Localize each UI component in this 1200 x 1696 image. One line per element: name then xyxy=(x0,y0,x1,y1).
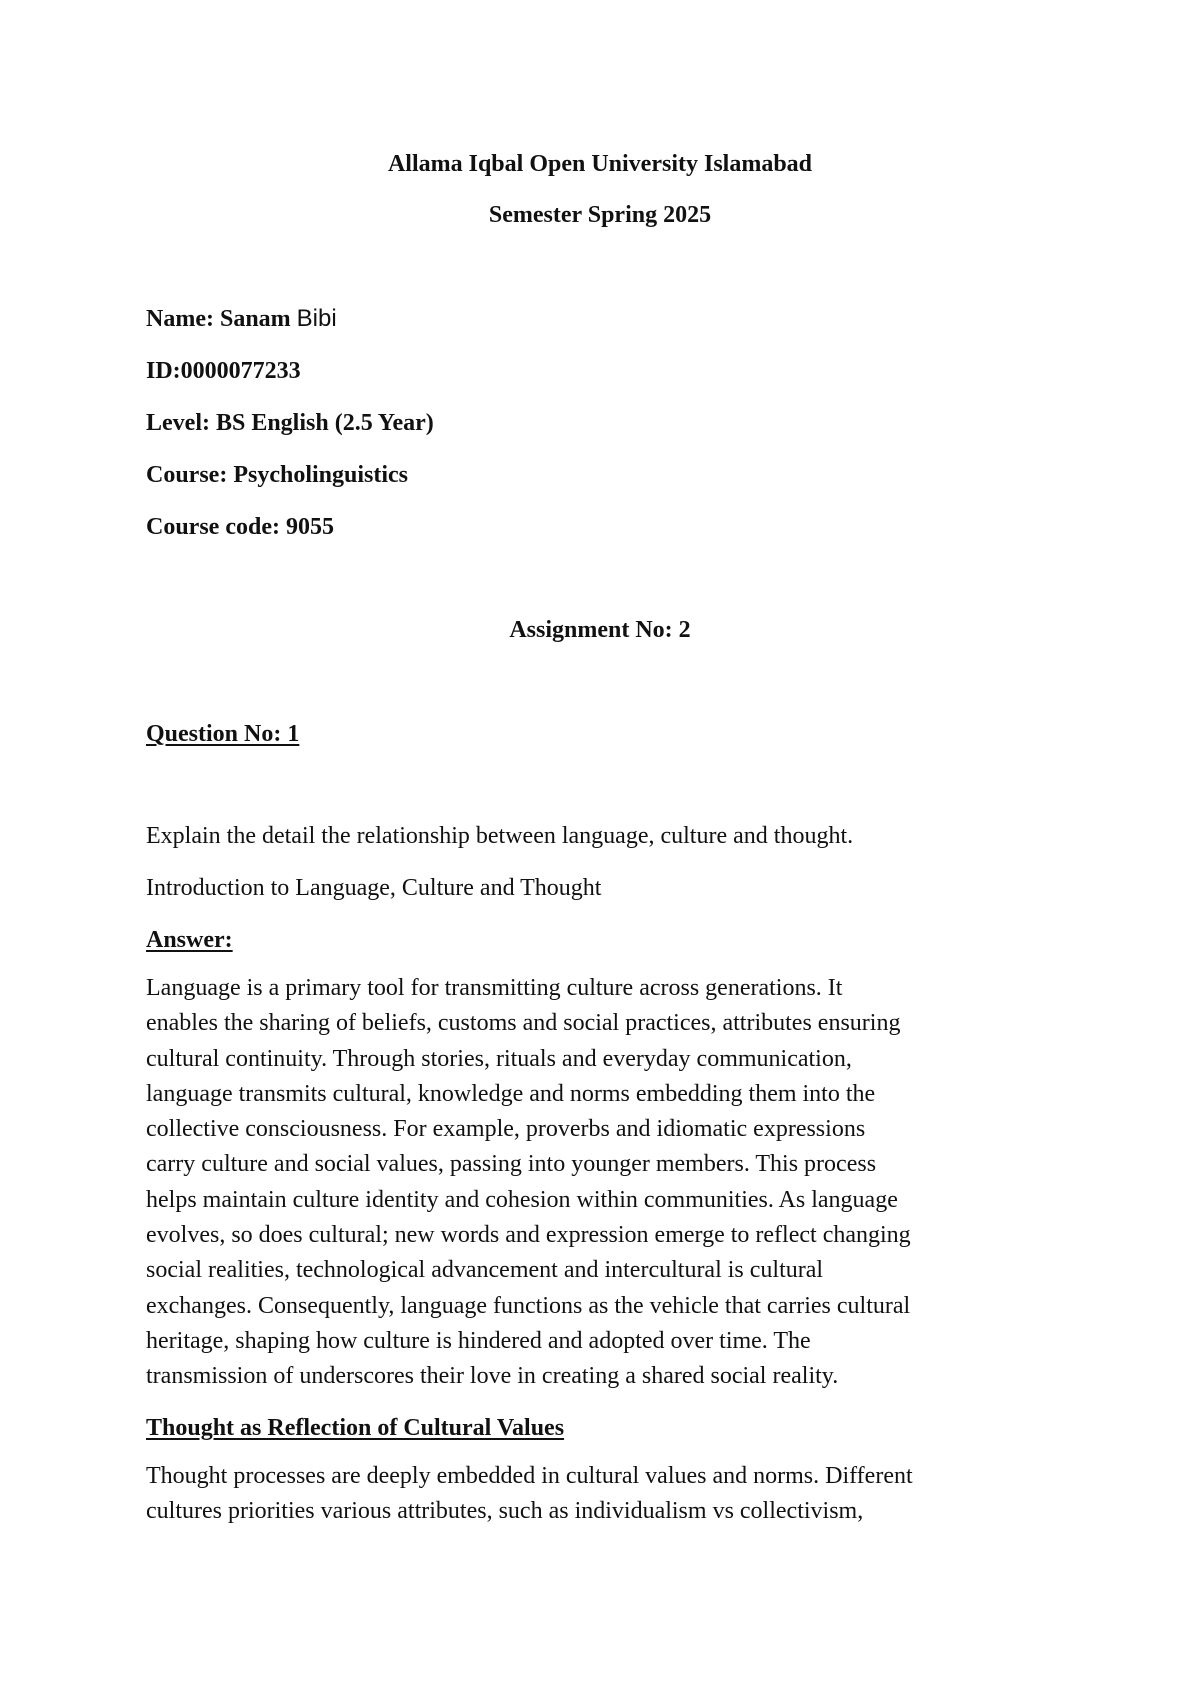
answer-line: evolves, so does cultural; new words and expression emerge to reflect changing xyxy=(146,1222,911,1249)
answer-line: heritage, shaping how culture is hindered and adopted over time. The xyxy=(146,1327,811,1354)
answer-line: helps maintain culture identity and cohesion within communities. As language xyxy=(146,1186,898,1213)
answer-line: Language is a primary tool for transmitting culture across generations. It xyxy=(146,975,843,1001)
answer-line: transmission of underscores their love in creating a shared social reality. xyxy=(146,1363,839,1390)
section-heading: Thought as Reflection of Cultural Values xyxy=(146,1415,565,1441)
student-course-code: Course code: 9055 xyxy=(146,514,334,540)
answer-heading: Answer: xyxy=(146,927,233,953)
answer-line: carry culture and social values, passing into younger members. This process xyxy=(146,1151,877,1178)
semester-title: Semester Spring 2025 xyxy=(488,202,712,228)
answer-line: exchanges. Consequently, language functions as the vehicle that carries cultural xyxy=(146,1292,911,1319)
question-heading: Question No: 1 xyxy=(146,721,300,747)
answer-paragraph xyxy=(146,971,1086,1395)
question-intro: Introduction to Language, Culture and Thought xyxy=(146,875,602,901)
answer-line: social realities, technological advancement and intercultural is cultural xyxy=(146,1257,824,1284)
answer-line: language transmits cultural, knowledge and norms embedding them into the xyxy=(146,1080,876,1107)
assignment-title: Assignment No: 2 xyxy=(509,617,691,643)
question-prompt: Explain the detail the relationship between language, culture and thought. xyxy=(146,823,854,849)
student-name xyxy=(146,304,337,334)
student-id: ID:0000077233 xyxy=(146,358,301,384)
section-line: cultures priorities various attributes, such as individualism vs collectivism, xyxy=(146,1498,864,1525)
section-line: Thought processes are deeply embedded in cultural values and norms. Different xyxy=(146,1463,913,1489)
student-name-label: Name: Sanam xyxy=(146,306,291,332)
student-level: Level: BS English (2.5 Year) xyxy=(146,410,434,436)
student-course: Course: Psycholinguistics xyxy=(146,462,409,488)
answer-line: cultural continuity. Through stories, rituals and everyday communication, xyxy=(146,1045,852,1072)
answer-line: enables the sharing of beliefs, customs and social practices, attributes ensuring xyxy=(146,1010,901,1037)
answer-line: collective consciousness. For example, proverbs and idiomatic expressions xyxy=(146,1116,866,1143)
university-title: Allama Iqbal Open University Islamabad xyxy=(387,151,813,177)
section-paragraph xyxy=(146,1459,1086,1530)
student-name-value: Bibi xyxy=(296,305,337,332)
